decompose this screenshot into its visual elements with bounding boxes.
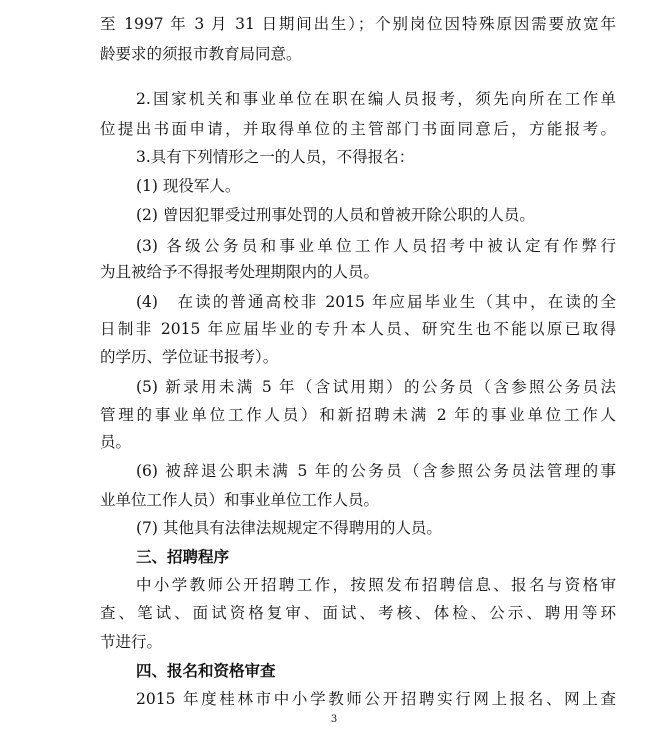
text-line: 查、笔试、面试资格复审、面试、考核、体检、公示、聘用等环 <box>100 604 616 622</box>
text-line: 2015 年度桂林市中小学教师公开招聘实行网上报名、网上查 <box>136 690 616 708</box>
text-line: (5) 新录用未满 5 年（含试用期）的公务员（含参照公务员法 <box>136 378 616 396</box>
text-line: 中小学教师公开招聘工作，按照发布招聘信息、报名与资格审 <box>136 576 616 594</box>
text-line: (4) 在读的普通高校非 2015 年应届毕业生（其中，在读的全 <box>136 293 616 311</box>
text-line: 2.国家机关和事业单位在职在编人员报考，须先向所在工作单 <box>136 90 616 108</box>
text-line: 至 1997 年 3 月 31 日期间出生）；个别岗位因特殊原因需要放宽年 <box>100 15 616 33</box>
page-number: 3 <box>330 714 338 725</box>
text-line: 3.具有下列情形之一的人员，不得报名： <box>136 148 415 166</box>
text-line: 业单位工作人员）和事业单位工作人员。 <box>100 491 380 509</box>
section-heading: 三、招聘程序 <box>136 548 230 566</box>
text-line: (3) 各级公务员和事业单位工作人员招考中被认定有作弊行 <box>136 237 616 255</box>
text-line: (2) 曾因犯罪受过刑事处罚的人员和曾被开除公职的人员。 <box>136 206 535 224</box>
text-line: 为且被给予不得报考处理期限内的人员。 <box>100 263 380 281</box>
text-line: 龄要求的须报市教育局同意。 <box>100 45 302 63</box>
text-line: 节进行。 <box>100 633 163 651</box>
text-line: (7) 其他具有法律法规规定不得聘用的人员。 <box>136 519 442 537</box>
text-line: 的学历、学位证书报考）。 <box>100 348 279 366</box>
text-line: 日制非 2015 年应届毕业的专升本人员、研究生也不能以原已取得 <box>100 320 616 338</box>
text-line: 员。 <box>100 433 132 451</box>
text-line: (1) 现役军人。 <box>136 177 241 195</box>
text-line: 位提出书面申请，并取得单位的主管部门书面同意后，方能报考。 <box>100 120 616 138</box>
section-heading: 四、报名和资格审查 <box>136 662 276 680</box>
text-line: 管理的事业单位工作人员）和新招聘未满 2 年的事业单位工作人 <box>100 406 616 424</box>
text-line: (6) 被辞退公职未满 5 年的公务员（含参照公务员法管理的事 <box>136 462 616 480</box>
